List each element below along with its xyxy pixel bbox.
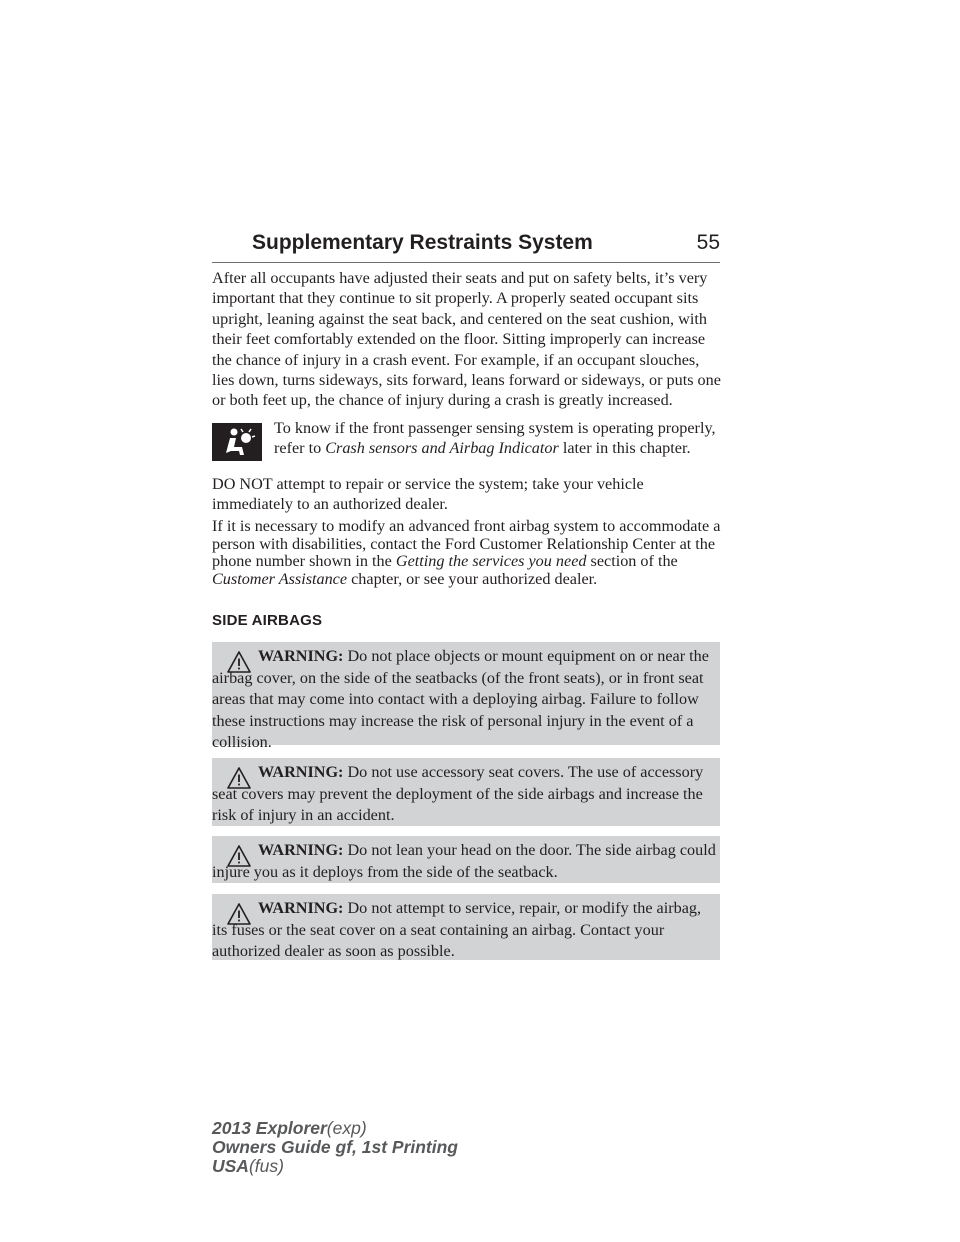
warning-text bbox=[212, 836, 720, 883]
section-heading: SIDE AIRBAGS bbox=[212, 612, 323, 629]
warning-body: Do not lean your head on the door. The side airbag could injure you as it deploys from the side of the seatback. bbox=[212, 841, 716, 881]
text-span: To know if the front passenger sensing system is operating properly, refer to bbox=[274, 419, 716, 458]
page-header bbox=[212, 228, 720, 263]
text-span: chapter, or see your authorized dealer. bbox=[347, 569, 598, 588]
text-span: If it is necessary to modify an advanced front airbag system to accommodate a person with disabilities, contact the Ford Customer Relationship Center at the phone number shown in the bbox=[212, 517, 721, 570]
warning-body: Do not place objects or mount equipment on or near the airbag cover, on the side of the seatbacks (of the front seats), or in front seat areas that may come into contact with a deploying airbag. Failure to follow these instructions may increase the risk of personal injury in the event of a collision. bbox=[212, 647, 709, 751]
warning-label: WARNING: bbox=[258, 841, 344, 859]
warning-box bbox=[212, 894, 720, 960]
footer-code: (fus) bbox=[248, 1156, 284, 1176]
footer-line: Owners Guide gf, 1st Printing bbox=[212, 1137, 458, 1157]
warning-text bbox=[212, 758, 720, 827]
warning-body: Do not use accessory seat covers. The use of accessory seat covers may prevent the deployment of the side airbags and increase the risk of injury in an accident. bbox=[212, 763, 704, 824]
warning-box bbox=[212, 758, 720, 826]
warning-body: Do not attempt to service, repair, or modify the airbag, its fuses or the seat cover on a seat containing an airbag. Contact your authorized dealer as soon as possible. bbox=[212, 899, 702, 960]
warning-text bbox=[212, 894, 720, 963]
text-span: section of the bbox=[586, 552, 678, 570]
warning-label: WARNING: bbox=[258, 763, 344, 781]
text-span: later in this chapter. bbox=[558, 439, 691, 458]
footer-model: 2013 Explorer bbox=[212, 1118, 327, 1138]
footer-line bbox=[212, 1119, 458, 1138]
warning-label: WARNING: bbox=[258, 647, 344, 665]
cross-reference: Crash sensors and Airbag Indicator bbox=[325, 439, 559, 458]
paragraph-modify-airbag bbox=[212, 518, 724, 588]
warning-box bbox=[212, 642, 720, 751]
airbag-passenger-icon bbox=[212, 423, 262, 461]
paragraph-sitting-properly: After all occupants have adjusted their seats and put on safety belts, it’s very important that they continue to sit properly. A properly seated occupant sits upright, leaning against the seat back, and centered on the seat cushion, with their feet comfortably extended on the floor. Sitting improperly can increase the chance of injury in a crash event. For example, if an occupant slouches, lies down, turns sideways, sits forward, leans forward or sideways, or puts one or both feet up, the chance of injury during a crash is greatly increased. bbox=[212, 269, 721, 410]
warning-label: WARNING: bbox=[258, 899, 344, 917]
page-number: 55 bbox=[696, 231, 720, 254]
footer-line bbox=[212, 1157, 458, 1176]
warning-box bbox=[212, 836, 720, 883]
page-title: Supplementary Restraints System bbox=[252, 231, 593, 254]
cross-reference: Customer Assistance bbox=[212, 569, 348, 588]
warning-text bbox=[212, 642, 720, 754]
cross-reference: Getting the services you need bbox=[395, 552, 587, 570]
document-footer bbox=[212, 1119, 458, 1176]
paragraph-sensing-system bbox=[274, 418, 724, 459]
footer-market: USA bbox=[212, 1156, 249, 1176]
paragraph-do-not-repair: DO NOT attempt to repair or service the system; take your vehicle immediately to an authorized dealer. bbox=[212, 475, 644, 514]
footer-code: (exp) bbox=[326, 1118, 367, 1138]
